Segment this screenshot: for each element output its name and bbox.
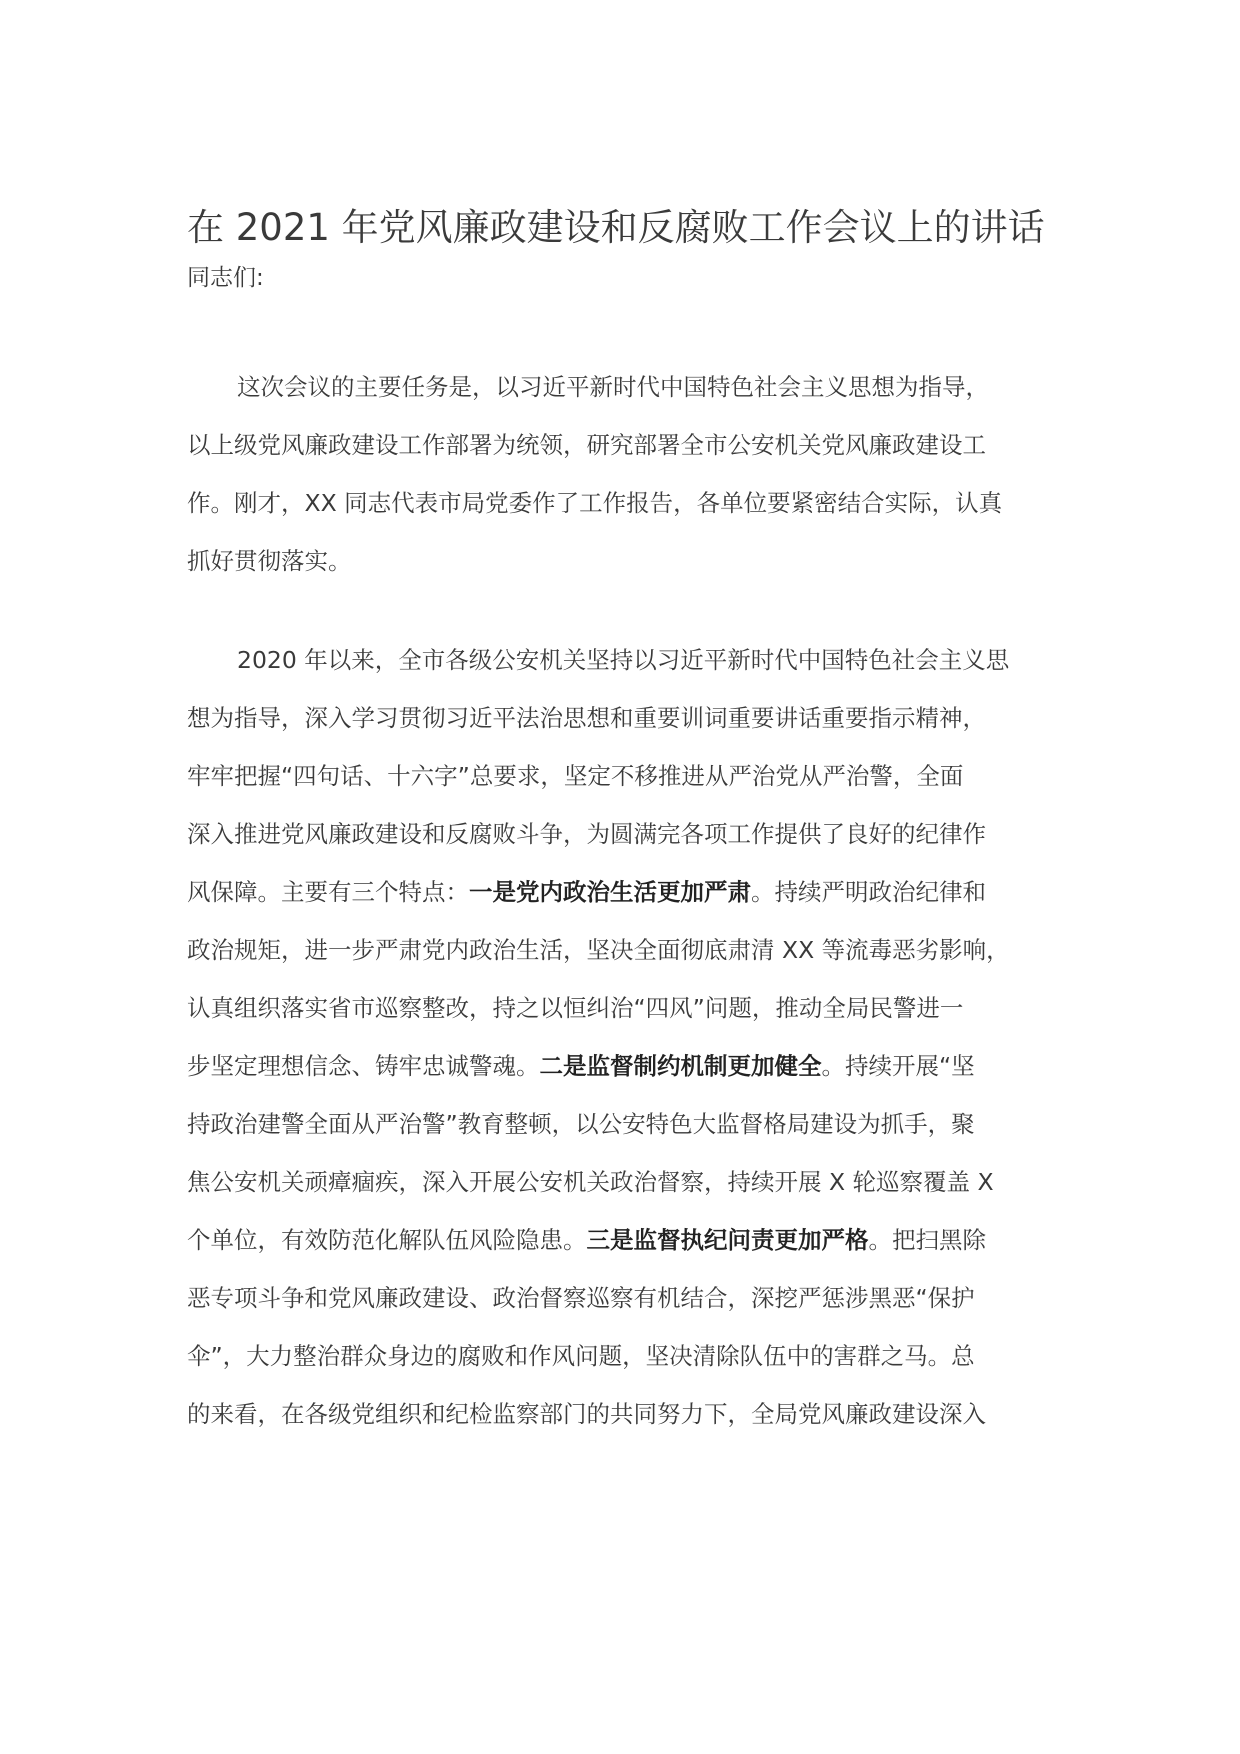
paragraph-line: 恶专项斗争和党风廉政建设、政治督察巡察有机结合，深挖严惩涉黑恶“保护: [187, 1284, 975, 1312]
paragraph-line: [187, 1220, 986, 1260]
document-title: 在 2021 年党风廉政建设和反腐败工作会议上的讲话: [187, 206, 1045, 249]
line-text: 个单位，有效防范化解队伍风险隐患。: [187, 1226, 587, 1254]
paragraph-line: 2020 年以来，全市各级公安机关坚持以习近平新时代中国特色社会主义思: [237, 646, 1010, 674]
paragraph-line: 认真组织落实省市巡察整改，持之以恒纠治“四风”问题，推动全局民警进一: [187, 994, 964, 1022]
paragraph-line: [187, 872, 986, 912]
paragraph-line: [187, 1046, 975, 1086]
paragraph-line: 政治规矩，进一步严肃党内政治生活，坚决全面彻底肃清 XX 等流毒恶劣影响，: [187, 936, 1010, 964]
line-text: 风保障。主要有三个特点：: [187, 878, 469, 906]
paragraph-line: 牢牢把握“四句话、十六字”总要求，坚定不移推进从严治党从严治警，全面: [187, 762, 964, 790]
salutation: 同志们:: [187, 265, 264, 291]
line-text: 。持续开展“坚: [821, 1052, 975, 1080]
line-text: 步坚定理想信念、铸牢忠诚警魂。: [187, 1052, 540, 1080]
paragraph-line: 这次会议的主要任务是，以习近平新时代中国特色社会主义思想为指导，: [237, 373, 989, 401]
paragraph-line: 作。刚才，XX 同志代表市局党委作了工作报告，各单位要紧密结合实际，认真: [187, 489, 1003, 517]
paragraph-line: 的来看，在各级党组织和纪检监察部门的共同努力下，全局党风廉政建设深入: [187, 1400, 986, 1428]
paragraph-line: 抓好贯彻落实。: [187, 547, 352, 575]
line-text: 。持续严明政治纪律和: [751, 878, 986, 906]
highlight-point-2: 二是监督制约机制更加健全: [539, 1052, 822, 1080]
paragraph-line: 焦公安机关顽瘴痼疾，深入开展公安机关政治督察，持续开展 X 轮巡察覆盖 X: [187, 1168, 994, 1196]
paragraph-line: 想为指导，深入学习贯彻习近平法治思想和重要训词重要讲话重要指示精神，: [187, 704, 986, 732]
paragraph-line: 深入推进党风廉政建设和反腐败斗争，为圆满完各项工作提供了良好的纪律作: [187, 820, 986, 848]
line-text: 。把扫黑除: [868, 1226, 986, 1254]
paragraph-line: 以上级党风廉政建设工作部署为统领，研究部署全市公安机关党风廉政建设工: [187, 431, 986, 459]
paragraph-line: 持政治建警全面从严治警”教育整顿，以公安特色大监督格局建设为抓手，聚: [187, 1110, 975, 1138]
paragraph-line: 伞”，大力整治群众身边的腐败和作风问题，坚决清除队伍中的害群之马。总: [187, 1342, 975, 1370]
highlight-point-1: 一是党内政治生活更加严肃: [469, 878, 751, 906]
highlight-point-3: 三是监督执纪问责更加严格: [586, 1226, 869, 1254]
